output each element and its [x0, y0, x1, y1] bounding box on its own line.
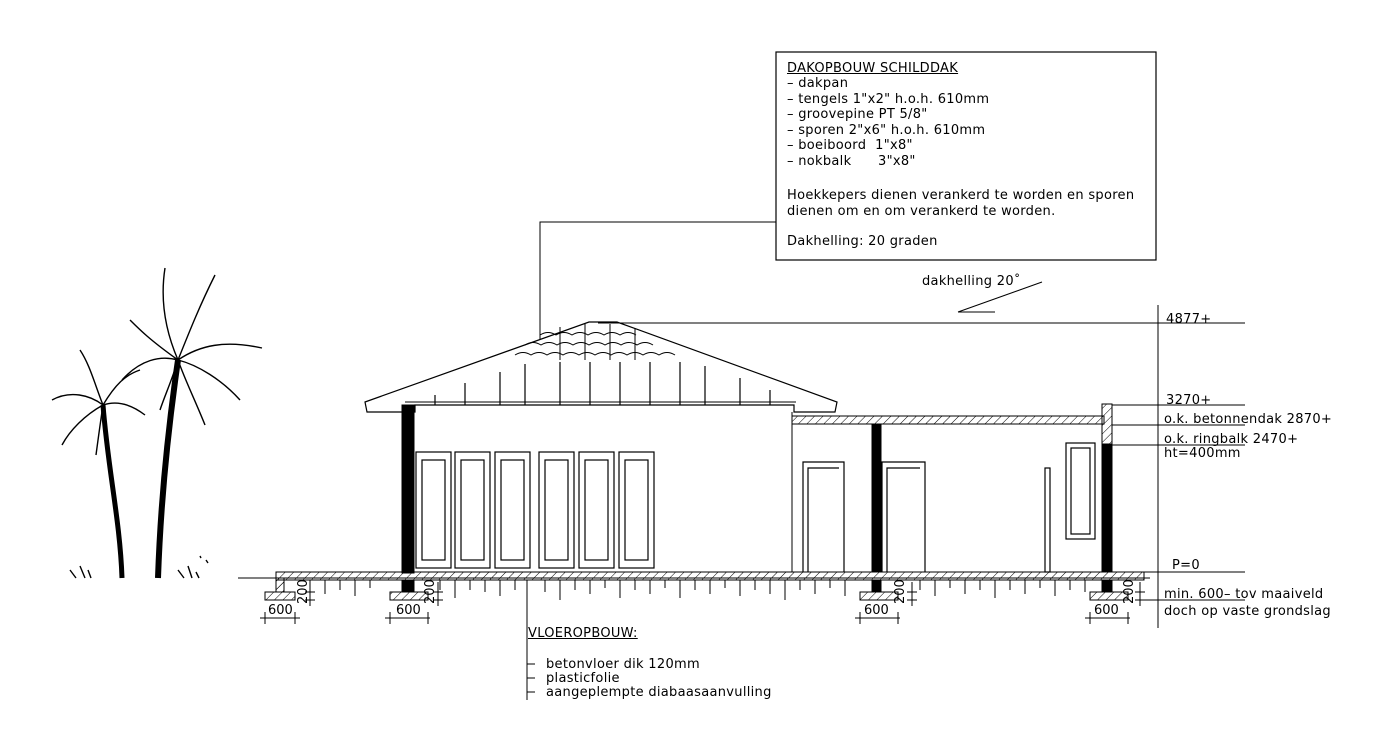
floor-note-item: aangeplempte diabaasaanvulling [546, 685, 772, 700]
level-min-depth: min. 600– tov maaiveld [1164, 587, 1324, 602]
roof-note-title: DAKOPBOUW SCHILDDAK [787, 61, 959, 76]
level-foundation: doch op vaste grondslag [1164, 604, 1331, 619]
level-eave: 3270+ [1166, 393, 1212, 408]
footing-height-label: 200 [296, 579, 311, 604]
roof-note-item: – dakpan [787, 76, 849, 91]
roof-note-item: – nokbalk 3"x8" [787, 154, 916, 169]
level-ring-beam-height: ht=400mm [1164, 446, 1241, 461]
footing-width-label: 600 [1094, 603, 1119, 618]
roof-note-item: – tengels 1"x2" h.o.h. 610mm [787, 92, 990, 107]
annex [792, 404, 1112, 572]
footing-height-label: 200 [423, 579, 438, 604]
slope-label: dakhelling 20˚ [922, 274, 1021, 289]
level-floor: P=0 [1172, 558, 1200, 573]
footing-height-label: 200 [1122, 579, 1137, 604]
main-building [402, 405, 792, 573]
roof [365, 322, 837, 412]
roof-note-remark: dienen om en om verankerd te worden. [787, 204, 1056, 219]
footings [265, 580, 1128, 600]
level-concrete-roof: o.k. betonnendak 2870+ [1164, 412, 1333, 427]
footing-width-label: 600 [864, 603, 889, 618]
roof-note-item: – groovepine PT 5/8" [787, 107, 928, 122]
roof-note-remark: Hoekkepers dienen verankerd te worden en sporen [787, 188, 1135, 203]
footing-height-label: 200 [893, 579, 908, 604]
floor-note-item: plasticfolie [546, 671, 620, 686]
palm-tree-icon [52, 268, 262, 578]
footing-width-label: 600 [268, 603, 293, 618]
window-sashes [416, 452, 654, 568]
footing-width-label: 600 [396, 603, 421, 618]
floor-note-item: betonvloer dik 120mm [546, 657, 700, 672]
roof-note-item: – boeiboord 1"x8" [787, 138, 913, 153]
footing-dimensions [260, 582, 1145, 624]
level-top: 4877+ [1166, 312, 1212, 327]
roof-note-slope: Dakhelling: 20 graden [787, 234, 938, 249]
roof-note-item: – sporen 2"x6" h.o.h. 610mm [787, 123, 986, 138]
level-ring-beam: o.k. ringbalk 2470+ [1164, 432, 1299, 447]
floor-note-title: VLOEROPBOUW: [528, 626, 638, 641]
